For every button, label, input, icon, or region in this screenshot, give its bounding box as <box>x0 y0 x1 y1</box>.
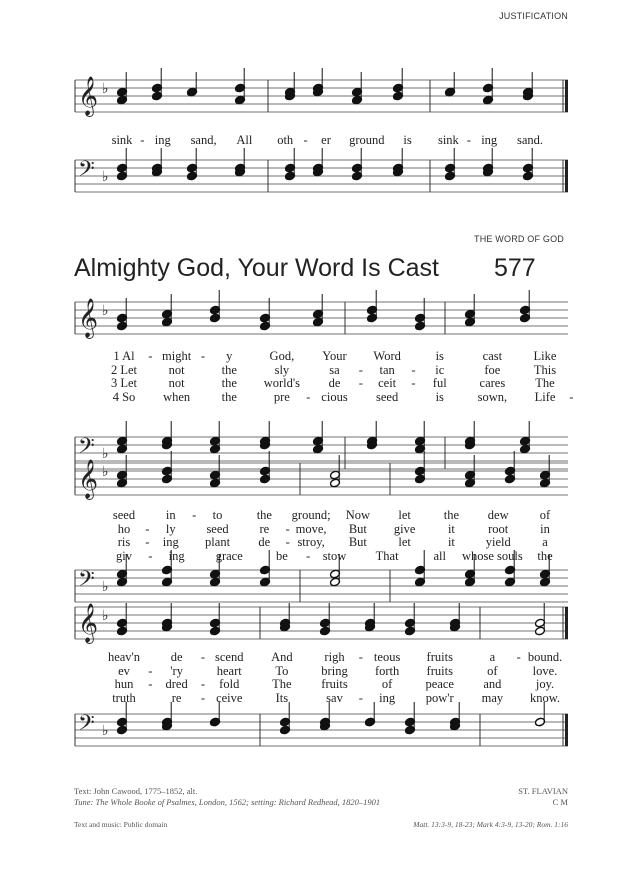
lyric-syllable: - <box>411 362 416 377</box>
lyric-syllable: But <box>348 521 367 536</box>
lyric-syllable: All <box>236 133 253 147</box>
lyric-syllable: let <box>398 508 411 522</box>
flat-key-signature-icon: ♭ <box>102 81 109 97</box>
lyric-syllable: - <box>200 690 206 705</box>
lyric-syllable: - <box>569 389 574 404</box>
lyric-syllable: is <box>435 389 444 404</box>
lyric-syllable: root <box>488 521 509 536</box>
lyric-syllable: heart <box>216 663 242 678</box>
lyric-syllable: Its <box>275 690 289 705</box>
lyric-syllable: - <box>358 650 363 664</box>
lyric-syllable: might <box>162 349 192 363</box>
lyric-syllable: scend <box>215 650 244 664</box>
lyric-syllable: stroy, <box>297 535 325 549</box>
lyric-syllable: To <box>275 663 289 678</box>
lyric-syllable: peace <box>425 677 454 691</box>
lyric-syllable: cious <box>321 389 348 404</box>
treble-clef-icon: 𝄞 <box>78 76 99 116</box>
lyric-syllable: sink <box>437 133 459 147</box>
lyric-syllable: not <box>168 362 185 377</box>
lyric-syllable: a <box>489 650 496 664</box>
lyric-syllable: of <box>487 663 498 678</box>
lyric-syllable: seed <box>376 389 399 404</box>
lyric-syllable: joy. <box>535 677 555 691</box>
lyric-syllable: - <box>303 133 308 147</box>
lyric-syllable: all <box>433 548 446 563</box>
lyric-syllable: ev <box>118 663 130 678</box>
tune-name: ST. FLAVIAN <box>518 786 568 796</box>
lyric-syllable: foe <box>484 362 501 377</box>
lyric-syllable: the <box>221 376 237 390</box>
hymn-title: Almighty God, Your Word Is Cast <box>74 254 439 282</box>
lyric-syllable: cast <box>482 349 503 363</box>
lyric-syllable: - <box>285 521 290 536</box>
lyric-syllable: dred <box>165 677 188 691</box>
lyric-syllable: 4 So <box>112 389 136 404</box>
lyric-syllable: in <box>165 508 176 522</box>
lyric-syllable: - <box>285 535 290 549</box>
lyric-syllable: - <box>148 349 153 363</box>
flat-key-signature-icon: ♭ <box>102 446 109 462</box>
bass-clef-icon: 𝄢 <box>78 711 95 741</box>
lyric-syllable: love. <box>532 663 558 678</box>
lyric-syllable: ing <box>379 690 396 705</box>
lyric-syllable: of <box>381 677 393 691</box>
lyric-syllable: Your <box>322 349 347 363</box>
lyric-syllable: - <box>358 690 363 705</box>
lyric-syllable: may <box>481 690 504 705</box>
lyric-syllable: sink <box>111 133 133 147</box>
lyric-syllable: Life <box>534 389 556 404</box>
lyric-syllable: But <box>348 535 367 549</box>
flat-key-signature-icon: ♭ <box>102 464 109 480</box>
lyric-syllable: sand, <box>190 133 217 147</box>
lyric-syllable: 3 Let <box>110 376 138 390</box>
lyric-syllable: a <box>542 535 548 549</box>
lyric-syllable: - <box>200 677 206 691</box>
lyric-syllable: y <box>226 349 233 363</box>
lyric-syllable: ful <box>432 376 447 390</box>
lyric-syllable: let <box>398 535 411 549</box>
lyric-syllable: when <box>163 389 191 404</box>
lyric-syllable: ground; <box>291 508 331 522</box>
lyric-syllable: to <box>212 508 223 522</box>
lyric-syllable: 1 Al <box>113 349 135 363</box>
lyric-syllable: sand. <box>516 133 544 147</box>
lyric-syllable: forth <box>374 663 400 678</box>
copyright: Text and music: Public domain <box>74 820 168 829</box>
lyric-syllable: Like <box>533 349 557 363</box>
final-barline <box>565 160 568 192</box>
text-credit: Text: John Cawood, 1775–1852, alt. <box>74 786 198 796</box>
lyric-syllable: de <box>328 376 341 390</box>
lyric-syllable: re <box>259 521 270 536</box>
lyric-syllable: re <box>171 690 182 705</box>
lyric-syllable: fold <box>219 677 240 691</box>
lyric-syllable: the <box>256 508 272 522</box>
lyric-syllable: ing <box>154 133 171 147</box>
lyric-syllable: - <box>200 349 206 363</box>
lyric-syllable: Now <box>345 508 371 522</box>
lyric-syllable: ic <box>435 362 445 377</box>
treble-clef-icon: 𝄞 <box>78 459 99 499</box>
section-heading: JUSTIFICATION <box>499 11 568 21</box>
lyric-syllable: ceive <box>216 690 243 705</box>
lyric-syllable: - <box>148 548 153 563</box>
lyric-syllable: ing <box>162 535 179 549</box>
subsection-heading: THE WORD OF GOD <box>474 234 564 244</box>
lyric-syllable: fruits <box>426 663 453 678</box>
lyric-syllable: The <box>272 677 292 691</box>
lyric-syllable: - <box>192 508 197 522</box>
lyric-syllable: ing <box>481 133 498 147</box>
lyric-syllable: dew <box>487 508 509 522</box>
lyric-syllable: the <box>537 548 553 563</box>
lyric-syllable: de <box>170 650 183 664</box>
lyric-syllable: cares <box>479 376 506 390</box>
lyric-syllable: ceit <box>378 376 397 390</box>
lyric-syllable: - <box>516 650 521 664</box>
flat-key-signature-icon: ♭ <box>102 303 109 319</box>
lyric-syllable: of <box>539 508 551 522</box>
lyric-syllable: the <box>221 362 237 377</box>
lyric-syllable: - <box>411 376 416 390</box>
lyric-syllable: yield <box>485 535 511 549</box>
final-barline <box>565 80 568 112</box>
final-barline <box>565 607 568 639</box>
lyric-syllable: - <box>358 362 363 377</box>
treble-clef-icon: 𝄞 <box>78 603 99 643</box>
lyric-syllable: - <box>148 663 153 678</box>
flat-key-signature-icon: ♭ <box>102 608 109 624</box>
flat-key-signature-icon: ♭ <box>102 723 109 739</box>
meter: C M <box>552 797 568 807</box>
lyric-syllable: heav'n <box>107 650 141 664</box>
lyric-syllable: sown, <box>477 389 508 404</box>
lyric-syllable: - <box>140 133 145 147</box>
lyric-syllable: truth <box>112 690 136 705</box>
lyric-syllable: the <box>443 508 460 522</box>
lyric-syllable: grace <box>215 548 243 563</box>
lyric-syllable: ris <box>117 535 131 549</box>
lyric-syllable: bring <box>321 663 348 678</box>
lyric-syllable: fruits <box>321 677 348 691</box>
lyric-syllable: move, <box>295 521 327 536</box>
lyric-syllable: ing <box>168 548 185 563</box>
lyric-syllable: Word <box>373 349 401 363</box>
lyric-syllable: 2 Let <box>110 362 138 377</box>
scripture-refs: Matt. 13:3-9, 18-23; Mark 4:3-9, 13-20; Rom. 1:16 <box>413 820 568 829</box>
lyric-syllable: - <box>466 133 471 147</box>
lyric-syllable: ground <box>349 133 385 147</box>
bass-clef-icon: 𝄢 <box>78 567 95 597</box>
lyric-syllable: hun <box>114 677 134 691</box>
lyric-syllable: tan <box>379 362 395 377</box>
lyric-syllable: oth <box>277 133 294 147</box>
lyric-syllable: - <box>200 650 206 664</box>
lyric-syllable: in <box>540 521 550 536</box>
lyric-syllable: know. <box>529 690 561 705</box>
lyric-syllable: is <box>403 133 412 147</box>
lyric-syllable: it <box>447 535 455 549</box>
lyric-syllable: - <box>148 677 153 691</box>
lyric-syllable: sly <box>274 362 290 377</box>
lyric-syllable: 'ry <box>170 663 183 678</box>
lyric-syllable: and <box>483 677 502 691</box>
bass-clef-icon: 𝄢 <box>78 434 95 464</box>
lyric-syllable: - <box>145 535 150 549</box>
lyric-syllable: And <box>271 650 293 664</box>
lyric-syllable: bound. <box>527 650 563 664</box>
lyric-syllable: ly <box>165 521 176 536</box>
bass-clef-icon: 𝄢 <box>78 157 95 187</box>
lyric-syllable: it <box>447 521 455 536</box>
lyric-syllable: whose souls <box>461 548 523 563</box>
lyric-syllable: sav <box>326 690 343 705</box>
flat-key-signature-icon: ♭ <box>102 579 109 595</box>
lyric-syllable: is <box>435 349 444 363</box>
lyric-syllable: de <box>258 535 271 549</box>
hymn-number: 577 <box>494 254 536 282</box>
treble-clef-icon: 𝄞 <box>78 298 99 338</box>
lyric-syllable: ho <box>117 521 131 536</box>
lyric-syllable: give <box>393 521 416 536</box>
lyric-syllable: - <box>306 548 311 563</box>
lyric-syllable: The <box>535 376 555 390</box>
lyric-syllable: - <box>306 389 311 404</box>
lyric-syllable: pow'r <box>425 690 454 705</box>
tune-credit: Tune: The Whole Booke of Psalmes, London, 1562; setting: Richard Redhead, 1820–1901 <box>74 797 381 807</box>
lyric-syllable: be <box>275 548 288 563</box>
lyric-syllable: That <box>375 548 399 563</box>
lyric-syllable: - <box>358 376 363 390</box>
flat-key-signature-icon: ♭ <box>102 169 109 185</box>
lyric-syllable: sa <box>329 362 340 377</box>
lyric-syllable: seed <box>112 508 136 522</box>
lyric-syllable: the <box>221 389 237 404</box>
lyric-syllable: not <box>168 376 185 390</box>
lyric-syllable: teous <box>373 650 401 664</box>
lyric-syllable: plant <box>205 535 231 549</box>
lyric-syllable: giv <box>116 548 132 563</box>
lyric-syllable: righ <box>324 650 345 664</box>
lyric-syllable: stow <box>322 548 347 563</box>
lyric-syllable: pre <box>273 389 290 404</box>
final-barline <box>565 714 568 746</box>
lyric-syllable: world's <box>263 376 301 390</box>
lyric-syllable: seed <box>206 521 229 536</box>
lyric-syllable: er <box>321 133 331 147</box>
lyric-syllable: God, <box>269 349 295 363</box>
lyric-syllable: This <box>533 362 557 377</box>
lyric-syllable: fruits <box>426 650 453 664</box>
lyric-syllable: - <box>145 521 150 536</box>
